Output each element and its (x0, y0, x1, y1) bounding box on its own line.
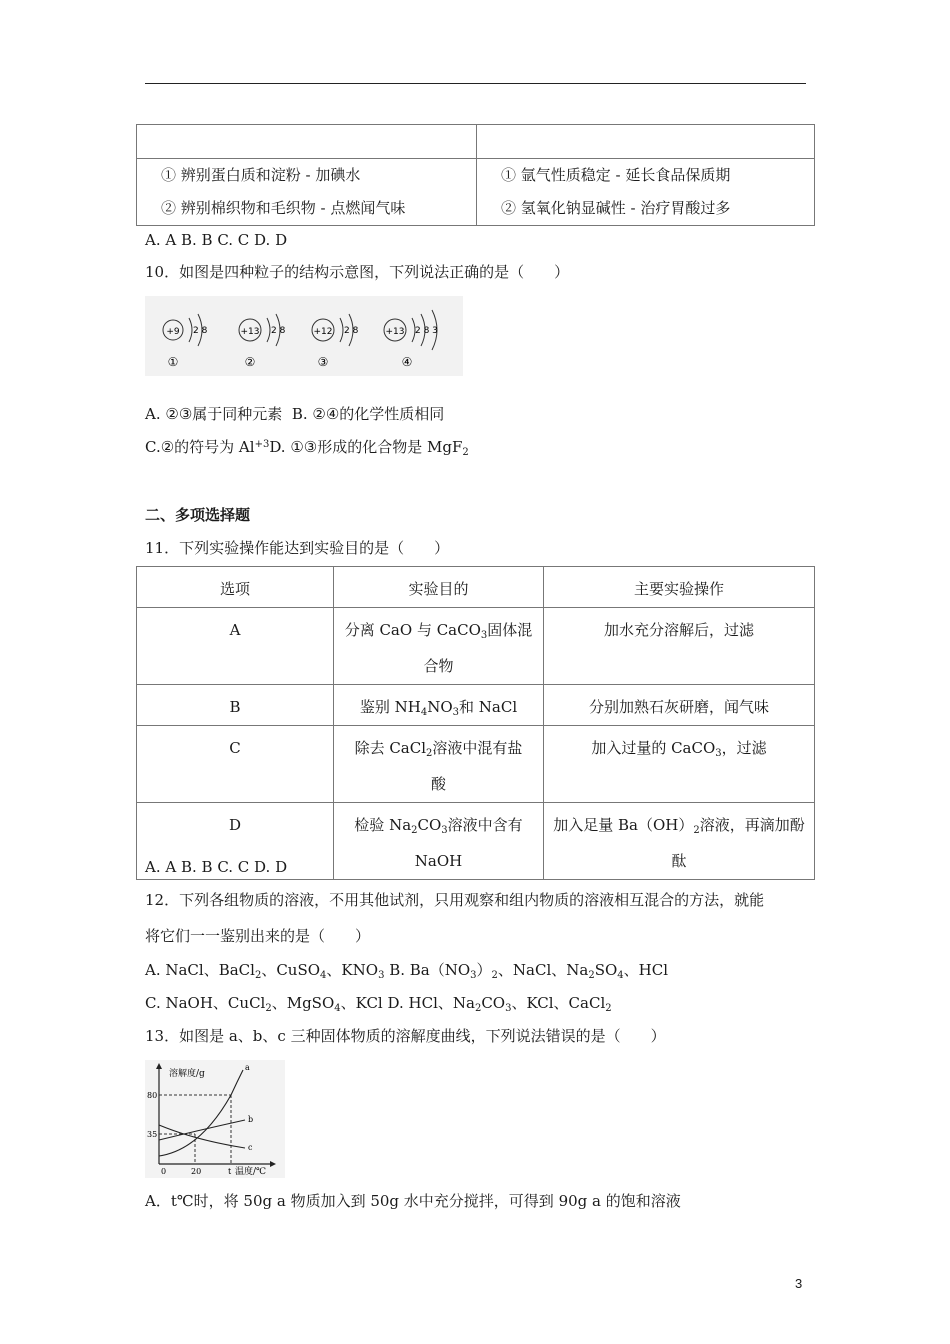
svg-text:②: ② (244, 355, 256, 369)
q9-cell-empty-right (477, 125, 815, 159)
svg-text:④: ④ (401, 355, 413, 369)
x-tick-20: 20 (191, 1167, 202, 1176)
page-number: 3 (795, 1276, 803, 1291)
svg-text:③: ③ (317, 355, 329, 369)
x-tick-t: t (228, 1167, 232, 1176)
q13-option-a: A．t℃时，将 50g a 物质加入到 50g 水中充分搅拌，可得到 90g a 的饱和溶液 (145, 1192, 681, 1210)
q11-table (136, 566, 815, 880)
q11-header-option: 选项 (137, 567, 334, 608)
q11-row-b: B 鉴别 $NH_4NO_3$和 NaCl 分别加熟石灰研磨，闻气味 (137, 685, 815, 726)
q10-option-a: A. ②③属于同种元素 (145, 405, 283, 423)
svg-text:2 8: 2 8 (193, 326, 208, 336)
curve-label-c: c (248, 1143, 253, 1152)
q10-options-cd (145, 437, 469, 457)
q9-left-line-1: ① 辨别蛋白质和淀粉 - 加碘水 (161, 166, 361, 184)
x-tick-0: 0 (161, 1167, 167, 1176)
q9-left-line-2: ② 辨别棉织物和毛织物 - 点燃闻气味 (161, 199, 406, 217)
q11-header-goal: 实验目的 (334, 567, 544, 608)
section-heading: 二、多项选择题 (145, 506, 251, 524)
q9-right-line-2: ② 氢氧化钠显碱性 - 治疗胃酸过多 (501, 199, 731, 217)
header-rule (145, 83, 806, 84)
q11-row-d: D 检验 $Na_2CO_3$溶液中含有 NaOH 加入足量 $Ba(OH)_2$溶液，再滴加酚 酞 (137, 803, 815, 880)
svg-text:2 8: 2 8 (344, 326, 359, 336)
q10-option-d: D. ①③形成的化合物是 MgF$_2$ (269, 438, 469, 458)
q10-stem: 10．如图是四种粒子的结构示意图，下列说法正确的是（ ） (145, 263, 570, 281)
q9-cell-empty-left (137, 125, 477, 159)
q12-options-ab: A. NaCl、BaCl$_2$、CuSO$_4$、$KNO_3$ B. $Ba(NO_3)_2$、NaCl、$Na_2SO_4$、HCl (145, 961, 669, 981)
q11-header-operation: 主要实验操作 (544, 567, 815, 608)
curve-label-a: a (245, 1063, 250, 1072)
q10-option-b: B. ②④的化学性质相同 (291, 405, 445, 423)
curve-label-b: b (248, 1115, 254, 1124)
q10-particle-diagram (145, 296, 463, 376)
q9-table (136, 124, 815, 226)
q12-options-cd: C. NaOH、CuCl$_2$、MgSO$_4$、KCl D. HCl、$Na_2CO_3$、KCl、CaCl$_2$ (145, 994, 612, 1014)
q11-stem: 11．下列实验操作能达到实验目的是（ ） (145, 539, 450, 557)
svg-text:2 8: 2 8 (271, 326, 286, 336)
q13-stem: 13．如图是 a、b、c 三种固体物质的溶解度曲线，下列说法错误的是（ ） (145, 1027, 666, 1045)
q11-options: A. A B. B C. C D. D (145, 858, 288, 876)
svg-text:+12: +12 (313, 327, 333, 337)
svg-text:2 8 3: 2 8 3 (415, 326, 438, 336)
x-axis-label: 温度/℃ (235, 1167, 267, 1177)
diagram-background (145, 296, 463, 376)
q9-cell-left (137, 159, 477, 226)
q9-cell-right (477, 159, 815, 226)
q13-solubility-chart (145, 1060, 285, 1178)
svg-text:+13: +13 (385, 327, 405, 337)
q10-options-ab (145, 404, 444, 424)
q11-row-c: C 除去 CaCl$_2$溶液中混有盐 酸 加入过量的 CaCO$_3$，过滤 (137, 726, 815, 803)
q12-stem-line-2: 将它们一一鉴别出来的是（ ） (145, 927, 371, 945)
q11-row-a: A 分离 CaO 与 CaCO$_3$固体混 合物 加水充分溶解后，过滤 (137, 608, 815, 685)
q10-option-c: C.②的符号为 $Al^{+3}$ (145, 438, 270, 456)
svg-text:+13: +13 (240, 327, 260, 337)
q9-options: A. A B. B C. C D. D (145, 231, 288, 249)
svg-text:+9: +9 (166, 327, 180, 337)
y-tick-35: 35 (147, 1130, 158, 1139)
q9-right-line-1: ① 氩气性质稳定 - 延长食品保质期 (501, 166, 731, 184)
y-axis-label: 溶解度/g (169, 1069, 205, 1079)
y-tick-80: 80 (147, 1091, 158, 1100)
svg-text:①: ① (167, 355, 179, 369)
q12-stem-line-1: 12．下列各组物质的溶液，不用其他试剂，只用观察和组内物质的溶液相互混合的方法，就能 (145, 891, 765, 909)
